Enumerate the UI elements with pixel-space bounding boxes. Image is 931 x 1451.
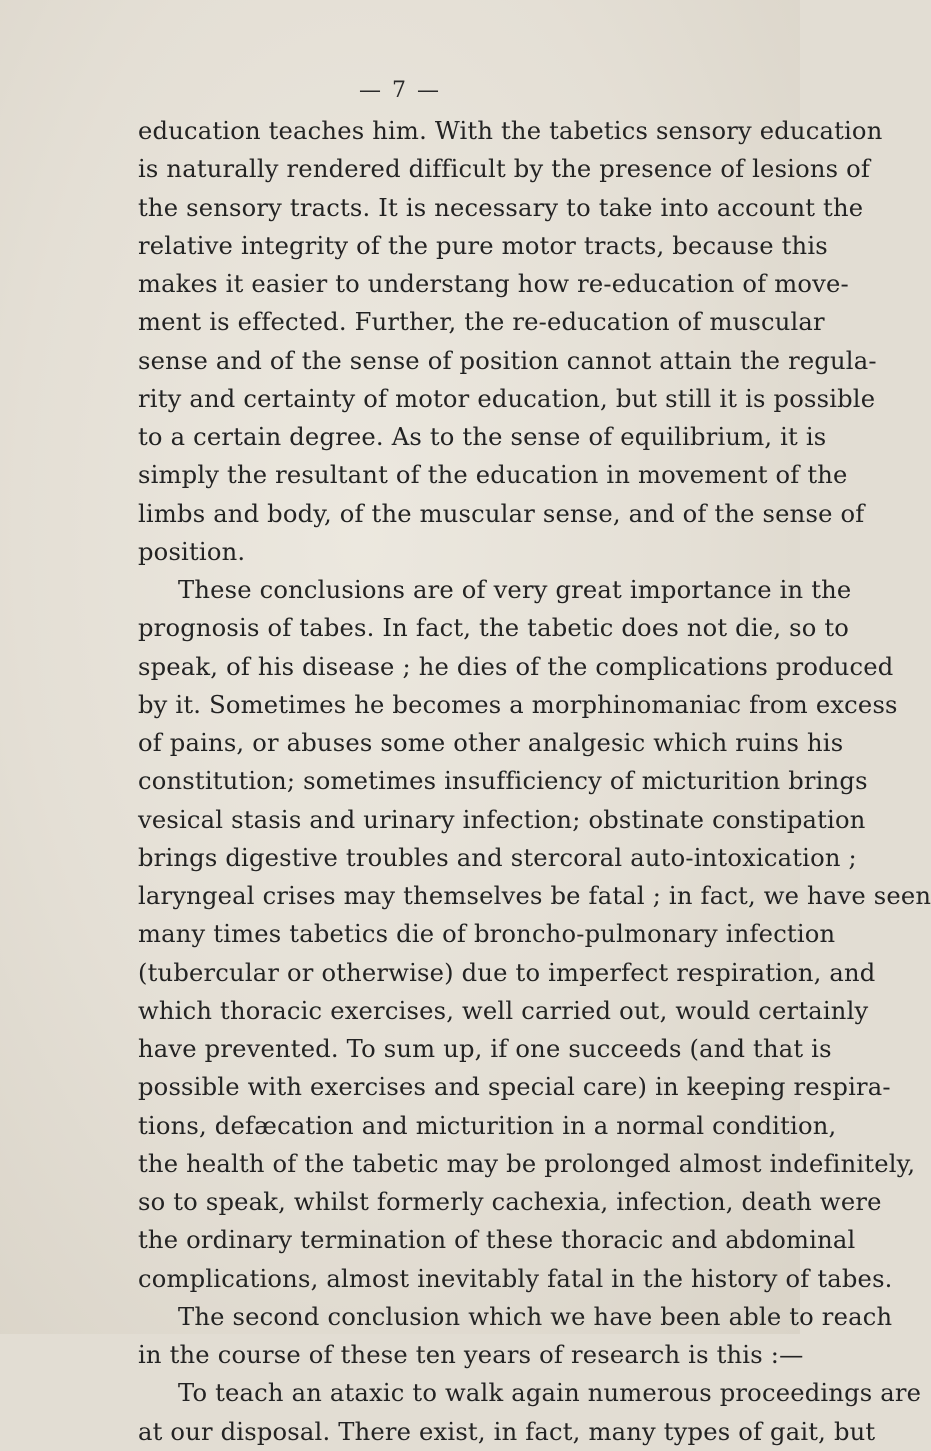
text-line: which thoracic exercises, well carried out, would certainly — [138, 996, 869, 1025]
text-line: relative integrity of the pure motor tracts, because this — [138, 231, 828, 260]
text-line: rity and certainty of motor education, but still it is possible — [138, 384, 876, 413]
text-line: prognosis of tabes. In fact, the tabetic does not die, so to — [138, 614, 850, 643]
text-line: tions, defæcation and micturition in a normal condition, — [138, 1111, 837, 1140]
text-line: complications, almost inevitably fatal in the history of tabes. — [138, 1264, 893, 1293]
text-line: laryngeal crises may themselves be fatal ; in fact, we have seen — [138, 882, 931, 910]
text-line: the sensory tracts. It is necessary to take into account the — [138, 193, 864, 222]
text-line: limbs and body, of the muscular sense, and of the sense of — [138, 499, 865, 528]
text-line: speak, of his disease ; he dies of the complications produced — [138, 652, 894, 681]
text-line: so to speak, whilst formerly cachexia, infection, death were — [138, 1188, 882, 1216]
text-line: to a certain degree. As to the sense of equilibrium, it is — [138, 423, 827, 451]
text-line: education teaches him. With the tabetics sensory education — [138, 117, 883, 145]
text-line: vesical stasis and urinary infection; obstinate constipation — [138, 805, 866, 834]
text-line: To teach an ataxic to walk again numerous proceedings are — [178, 1379, 922, 1408]
text-line: The second conclusion which we have been able to reach — [178, 1302, 893, 1331]
text-line: in the course of these ten years of research is this :— — [138, 1341, 804, 1369]
text-line: simply the resultant of the education in movement of the — [138, 461, 848, 490]
text-line: by it. Sometimes he becomes a morphinomaniac from excess — [138, 690, 898, 719]
text-line: brings digestive troubles and stercoral auto-intoxication ; — [138, 843, 857, 872]
text-line: possible with exercises and special care) in keeping respira- — [138, 1073, 891, 1102]
text-line: have prevented. To sum up, if one succeeds (and that is — [138, 1035, 832, 1063]
page-number: — 7 — — [359, 78, 441, 103]
text-line: ment is effected. Further, the re-education of muscular — [138, 308, 825, 337]
text-line: at our disposal. There exist, in fact, many types of gait, but — [138, 1417, 876, 1446]
text-line: makes it easier to understang how re-education of move- — [138, 270, 849, 298]
text-line: is naturally rendered difficult by the presence of lesions of — [138, 155, 871, 184]
text-line: constitution; sometimes insufficiency of micturition brings — [138, 767, 868, 796]
text-line: the ordinary termination of these thoracic and abdominal — [138, 1226, 856, 1255]
text-line: position. — [138, 537, 246, 566]
text-line: These conclusions are of very great importance in the — [178, 576, 852, 604]
text-line: (tubercular or otherwise) due to imperfect respiration, and — [138, 958, 876, 987]
body-text — [138, 112, 931, 1451]
text-line: the health of the tabetic may be prolonged almost indefinitely, — [138, 1149, 916, 1178]
text-line: many times tabetics die of broncho-pulmonary infection — [138, 920, 836, 949]
text-line: of pains, or abuses some other analgesic which ruins his — [138, 729, 844, 757]
text-line: sense and of the sense of position cannot attain the regula- — [138, 346, 877, 375]
